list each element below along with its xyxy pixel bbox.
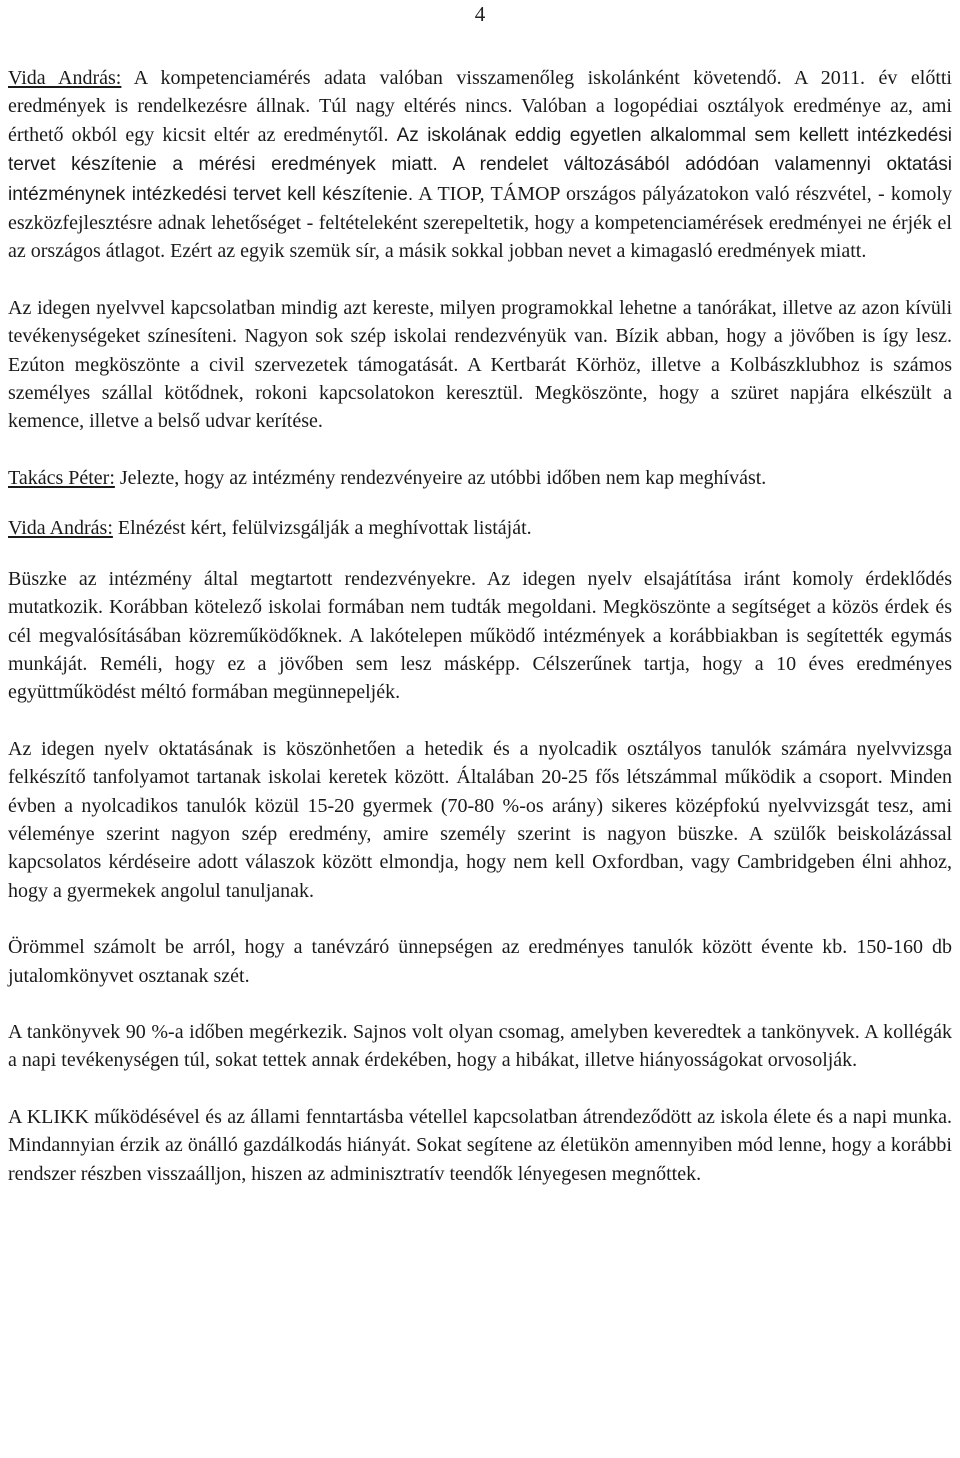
paragraph-text: A TIOP, TÁMOP országos pályázatokon való részvétel, - komoly eszközfejlesztésre adnak lehetőséget - feltételeként szerepeltetik, hogy a kompetenciamérések eredményei ne érjék el az országos átlagot. Ezért az egyik szemük sír, a másik sokkal jobban nevet a kimagasló eredmények miatt.	[8, 182, 952, 263]
paragraph-events-pride	[8, 565, 952, 707]
paragraph-vida-competence	[8, 64, 952, 266]
paragraph-book-awards	[8, 933, 952, 990]
paragraph-textbooks	[8, 1018, 952, 1075]
speaker-name: Vida András:	[8, 67, 122, 89]
paragraph-text: Büszke az intézmény által megtartott rendezvényekre. Az idegen nyelv elsajátítása iránt komoly érdeklődés mutatkozik. Korábban kötelező iskolai formában nem tudták megoldani. Megköszönte a segítséget a közös érdek és cél megvalósításában közreműködőknek. A lakótelepen működő intézmények a korábbiakban is segítették egymás munkáját. Reméli, hogy ez a jövőben sem lesz másképp. Célszerűnek tartja, hogy a 10 éves eredményes együttműködést méltó formában megünnepeljék.	[8, 567, 952, 704]
paragraph-foreign-language-programs	[8, 294, 952, 436]
paragraph-klikk	[8, 1103, 952, 1188]
paragraph-text: Örömmel számolt be arról, hogy a tanévzáró ünnepségen az eredményes tanulók között évente kb. 150-160 db jutalomkönyvet osztanak szét.	[8, 936, 952, 987]
paragraph-language-exam	[8, 735, 952, 905]
paragraph-text: Az idegen nyelv oktatásának is köszönhetően a hetedik és a nyolcadik osztályos tanulók számára nyelvvizsga felkészítő tanfolyamot tartanak iskolai keretek között. Általában 20-25 fős létszámmal működik a csoport. Minden évben a nyolcadikos tanulók közül 15-20 gyermek (70-80 %-os arány) sikeres középfokú nyelvvizsgát tesz, ami véleménye szerint nagyon szép eredmény, amire személy szerint is nagyon büszke. A szülők beiskolázással kapcsolatos kérdéseire adott válaszok között elmondja, hogy nem kell Oxfordban, vagy Cambridgeben élni ahhoz, hogy a gyermekek angolul tanuljanak.	[8, 737, 952, 902]
page-number: 4	[474, 2, 486, 26]
paragraph-text: Az iskolának eddig egyetlen alkalommal sem kellett intézkedési tervet készítenie a mérési eredmények miatt. A rendelet változásából adódóan valamennyi oktatási intézménynek intézkedési tervet kell készítenie.	[8, 124, 952, 205]
paragraph-text: Jelezte, hogy az intézmény rendezvényeire az utóbbi időben nem kap meghívást.	[114, 466, 767, 489]
paragraph-text: A tankönyvek 90 %-a időben megérkezik. Sajnos volt olyan csomag, amelyben keveredtek a tankönyvek. A kollégák a napi tevékenységen túl, sokat tettek annak érdekében, hogy a hibákat, illetve hiányosságokat orvosolják.	[8, 1020, 952, 1072]
paragraph-text: A KLIKK működésével és az állami fenntartásba vétellel kapcsolatban átrendeződött az iskola élete és a napi munka. Mindannyian érzik az önálló gazdálkodás hiányát. Sokat segítene az életükön amennyiben mód lenne, hogy a korábbi rendszer részben visszaálljon, hiszen az adminisztratív teendők lényegesen megnőttek.	[8, 1105, 952, 1185]
speaker-name: Vida András:	[8, 517, 113, 540]
paragraph-takacs-invitation	[8, 464, 952, 492]
paragraph-text: A kompetenciamérés adata valóban visszamenőleg iskolánként követendő. A 2011. év előtti eredmények is rendelkezésre állnak. Túl nagy eltérés nincs. Valóban a logopédiai osztályok eredménye az, ami érthető okból egy kicsit eltér az eredménytől.	[8, 67, 952, 146]
paragraph-text: Elnézést kért, felülvizsgálják a meghívottak listáját.	[112, 517, 532, 540]
paragraph-text: Az idegen nyelvvel kapcsolatban mindig azt kereste, milyen programokkal lehetne a tanórákat, illetve az azon kívüli tevékenységeket színesíteni. Nagyon sok szép iskolai rendezvényük van. Bízik abban, hogy a jövőben is így lesz. Ezúton megköszönte a civil szervezetek támogatását. A Kertbarát Körhöz, illetve a Kolbászklubhoz is számos személyes szállal kötődnek, rokoni kapcsolatokon keresztül. Megköszönte, hogy a szüret napjára elkészült a kemence, illetve a belső udvar kerítése.	[8, 296, 952, 433]
paragraph-vida-apology	[8, 514, 952, 542]
speaker-name: Takács Péter:	[8, 466, 115, 489]
minutes-body	[8, 64, 952, 1216]
